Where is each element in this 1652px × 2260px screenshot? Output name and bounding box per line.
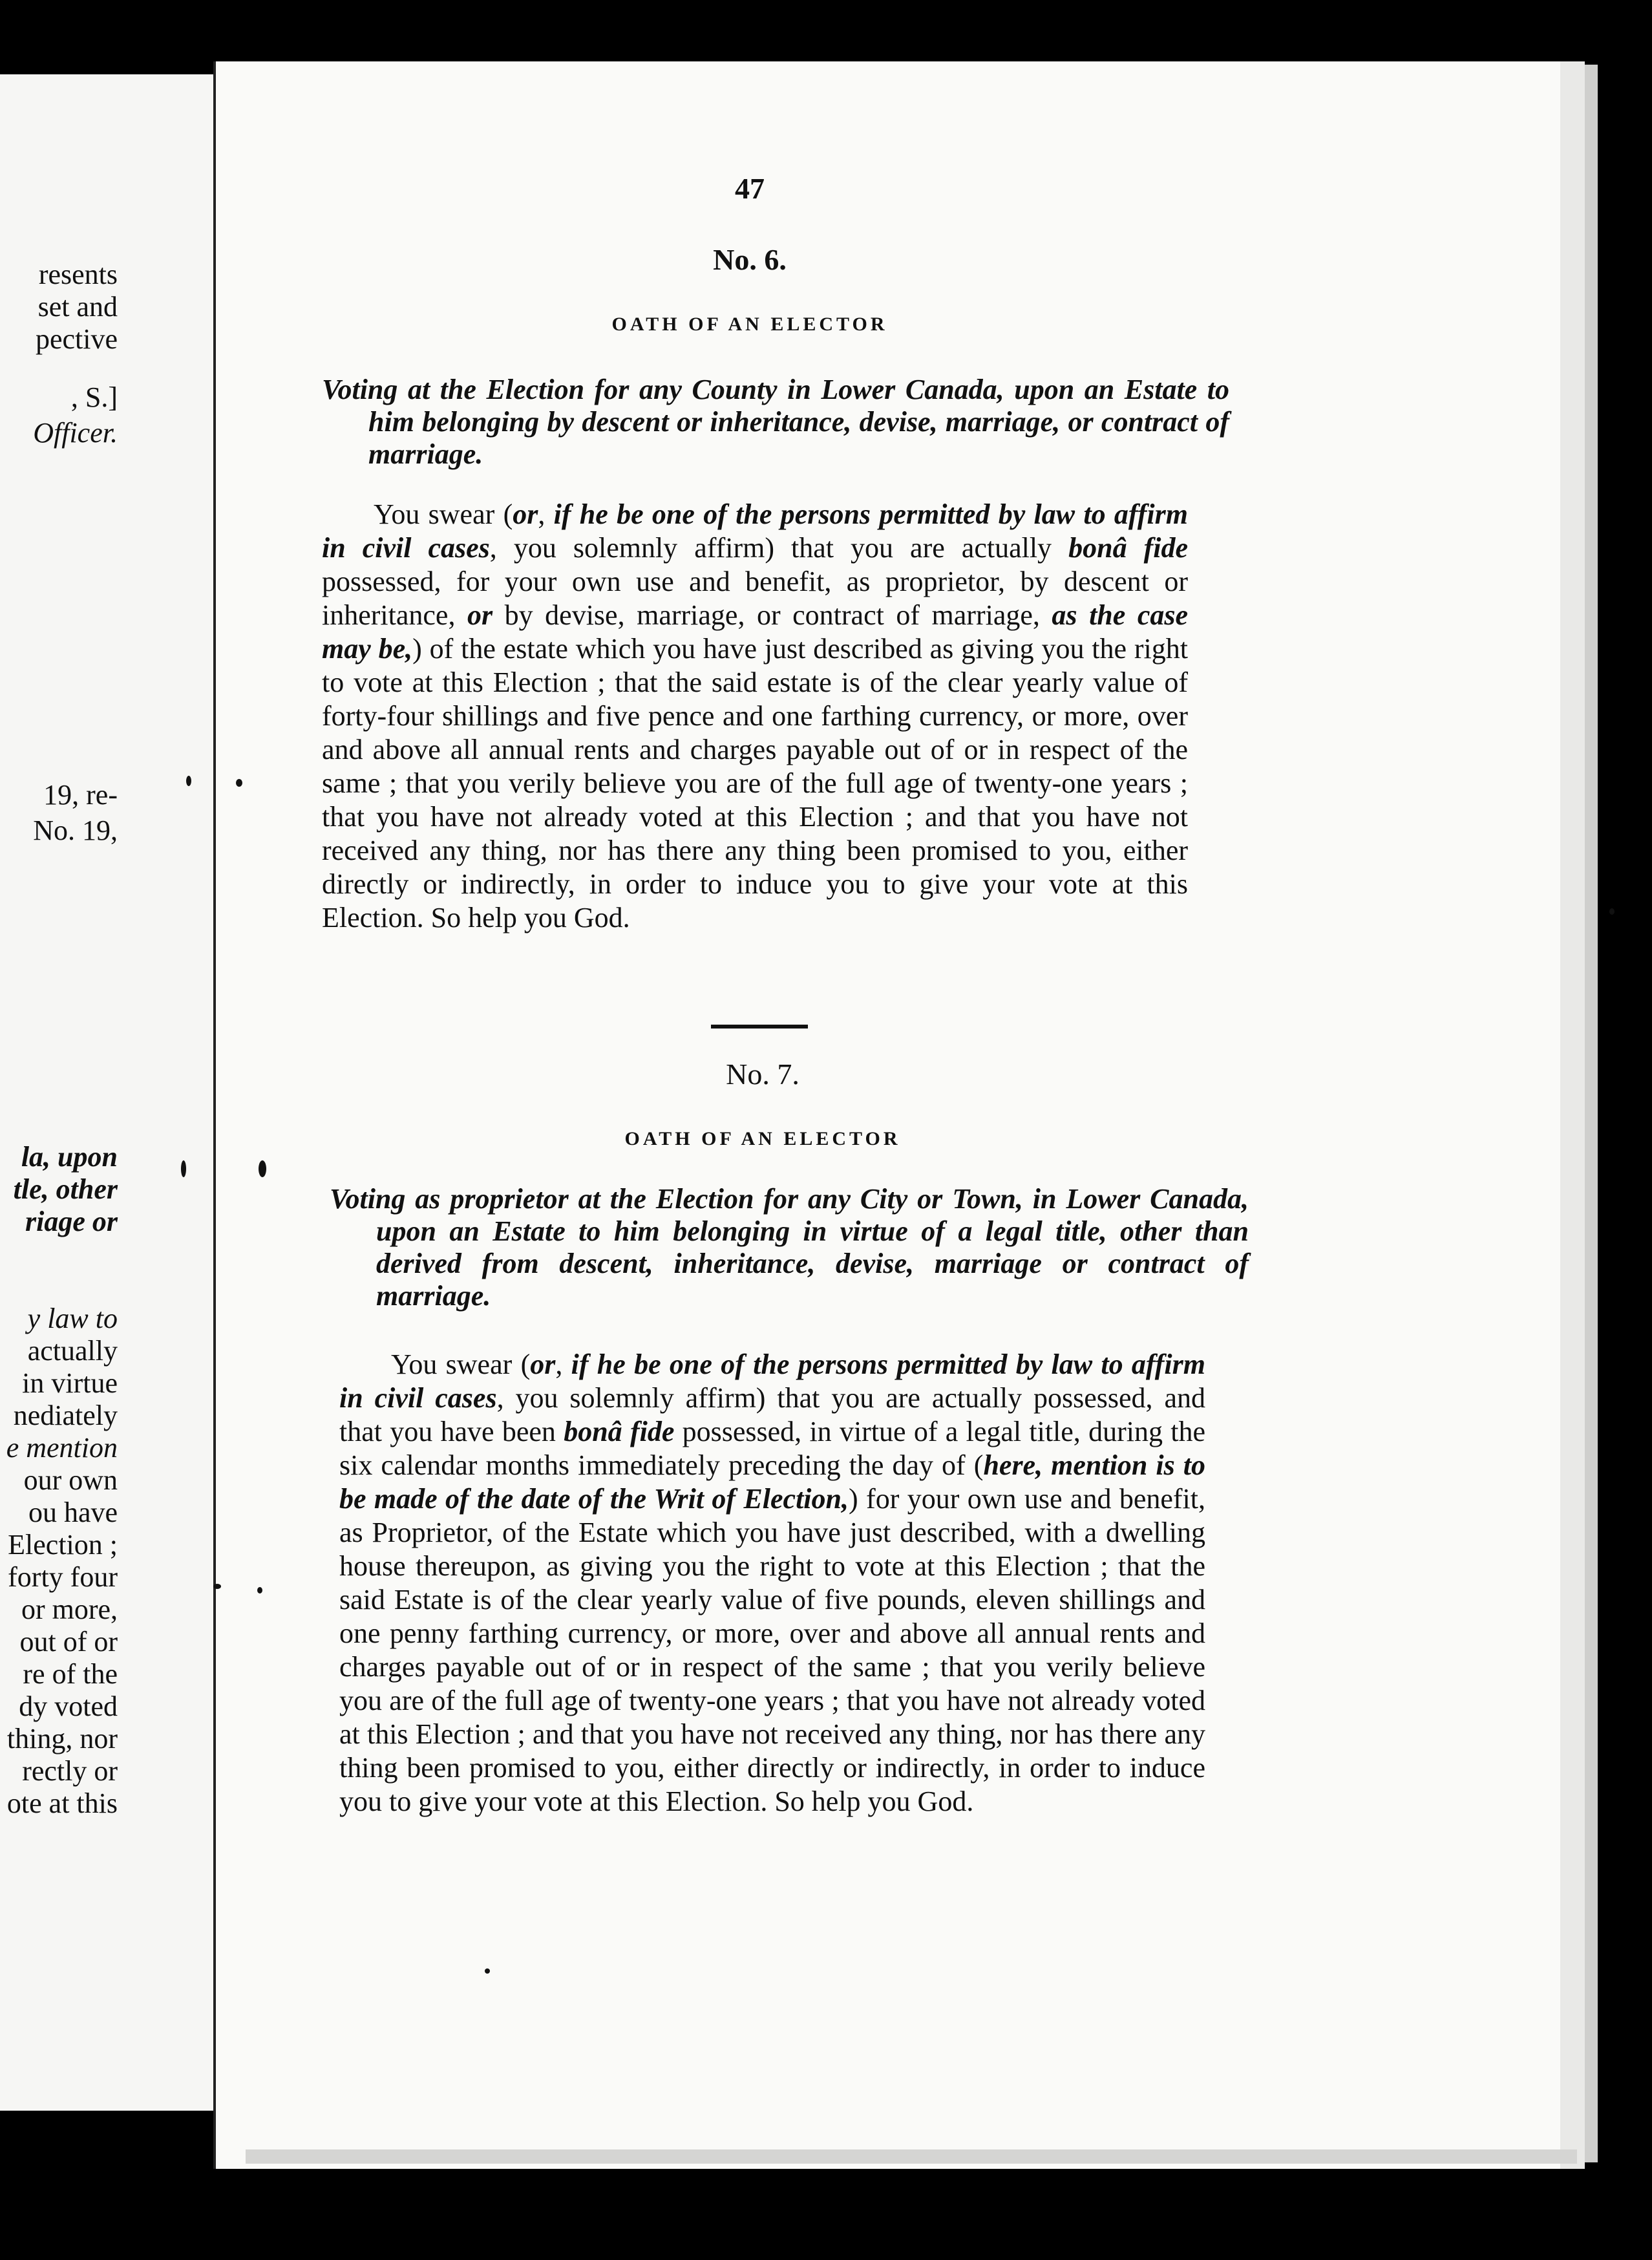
left-fragment: la, upon: [21, 1141, 118, 1173]
scan-speck: [213, 1584, 221, 1589]
left-fragment: thing, nor: [6, 1723, 118, 1754]
left-fragment: 19, re-: [43, 779, 118, 811]
page-number: 47: [735, 172, 765, 205]
left-fragment: y law to: [27, 1303, 118, 1334]
italic-run: or: [513, 498, 538, 530]
italic-run: or: [530, 1349, 556, 1380]
left-fragment: out of or: [19, 1626, 118, 1658]
scan-speck: [1609, 908, 1615, 915]
section-number: No. 6.: [713, 243, 787, 276]
section-divider: [711, 1025, 808, 1029]
left-fragment: actually: [27, 1335, 118, 1367]
text-run: You swear (: [374, 498, 513, 530]
left-fragment: e mention: [6, 1432, 118, 1464]
text-run: You swear (: [391, 1349, 531, 1380]
text-run: , you solemnly affirm) that you are actually possessed, and that you have been: [339, 1382, 1205, 1447]
italic-run: bonâ fide: [564, 1416, 675, 1447]
text-run: ) of the estate which you have just described as giving you the right to vote at this Election ; that the said estate is of the clear yearly value of forty-four shillings and five pence and one farthing currency, or more, over and above all annual rents and charges payable out of or in respect of the same ; that you verily believe you are of the full age of twenty-one years ; that you have not already voted at this Election ; and that you have not received any thing, nor has there any thing been promised to you, either directly or indirectly, in order to induce you to give your vote at this Election. So help you God.: [322, 633, 1188, 933]
left-fragment: Election ;: [8, 1529, 118, 1561]
left-fragment: , S.]: [70, 381, 118, 413]
italic-run: if he be one of the persons permitted by law to affirm in civil cases: [322, 498, 1188, 564]
scan-speck: [485, 1968, 490, 1974]
text-run: ,: [555, 1349, 571, 1380]
section-heading: OATH OF AN ELECTOR: [611, 314, 888, 335]
scan-speck: [259, 1160, 266, 1177]
left-fragment: No. 19,: [33, 815, 118, 846]
left-fragment: re of the: [23, 1658, 118, 1690]
text-run: possessed, in virtue of a legal title, during the six calendar months immediately preceding the day of (: [339, 1416, 1205, 1481]
left-fragment: Officer.: [33, 417, 118, 449]
section-number: No. 7.: [726, 1058, 800, 1091]
left-fragment: forty four: [8, 1561, 118, 1593]
text-run: ,: [538, 498, 554, 530]
left-fragment: nediately: [13, 1400, 118, 1431]
italic-run: bonâ fide: [1068, 532, 1188, 564]
left-fragment: pective: [35, 323, 118, 355]
text-run: , you solemnly affirm) that you are actually: [489, 532, 1069, 564]
left-fragment: tle, other: [13, 1173, 118, 1205]
section-subtitle: Voting as proprietor at the Election for any City or Town, in Lower Canada, upon an Estate to him belonging in virtue of a legal title, other than derived from descent, inheritance, devise, marriage or contract of marriage.: [330, 1183, 1249, 1312]
left-fragment: dy voted: [19, 1690, 118, 1722]
oath-paragraph: [322, 498, 1188, 935]
italic-run: if he be one of the persons permitted by law to affirm in civil cases: [339, 1349, 1205, 1414]
scan-speck: [236, 779, 242, 787]
text-run: by devise, marriage, or contract of marriage,: [492, 599, 1052, 631]
left-fragment: rectly or: [22, 1755, 118, 1787]
page-stack-edge: [1558, 61, 1585, 2169]
left-facing-page: [0, 74, 233, 2111]
left-fragment: riage or: [25, 1206, 118, 1237]
oath-paragraph: [339, 1348, 1205, 1818]
section-subtitle: Voting at the Election for any County in Lower Canada, upon an Estate to him belonging by descent or inheritance, devise, marriage, or contract of marriage.: [322, 374, 1229, 470]
page-stack-edge: [1583, 65, 1598, 2162]
page-bottom-edge: [246, 2149, 1577, 2164]
section-heading: OATH OF AN ELECTOR: [624, 1128, 901, 1149]
left-fragment: ou have: [28, 1497, 118, 1528]
text-run: possessed, for your own use and benefit, as proprietor, by descent or inheritance,: [322, 566, 1188, 631]
left-fragment: ote at this: [6, 1787, 118, 1819]
left-fragment: resents: [38, 259, 118, 290]
text-run: ) for your own use and benefit, as Proprietor, of the Estate which you have just described, with a dwelling house thereupon, as giving you the right to vote at this Election ; that the said Estate is of the clear yearly value of five pounds, eleven shillings and one penny farthing currency, or more, over and above all annual rents and charges payable out of or in respect of the same ; that you verily believe you are of the full age of twenty-one years ; that you have not already voted at this Election ; and that you have not received any thing, nor has there any thing been promised to you, either directly or indirectly, in order to induce you to give your vote at this Election. So help you God.: [339, 1483, 1205, 1817]
italic-run: or: [467, 599, 493, 631]
left-fragment: set and: [37, 291, 118, 323]
scan-speck: [181, 1160, 186, 1177]
scan-speck: [186, 776, 191, 786]
left-fragment: in virtue: [22, 1367, 118, 1399]
italic-run: as the case may be,: [322, 599, 1189, 665]
scan-speck: [257, 1587, 262, 1594]
italic-run: here, mention is to be made of the date of the Writ of Election,: [339, 1449, 1206, 1515]
left-fragment: or more,: [21, 1594, 118, 1625]
left-fragment: our own: [23, 1464, 118, 1496]
